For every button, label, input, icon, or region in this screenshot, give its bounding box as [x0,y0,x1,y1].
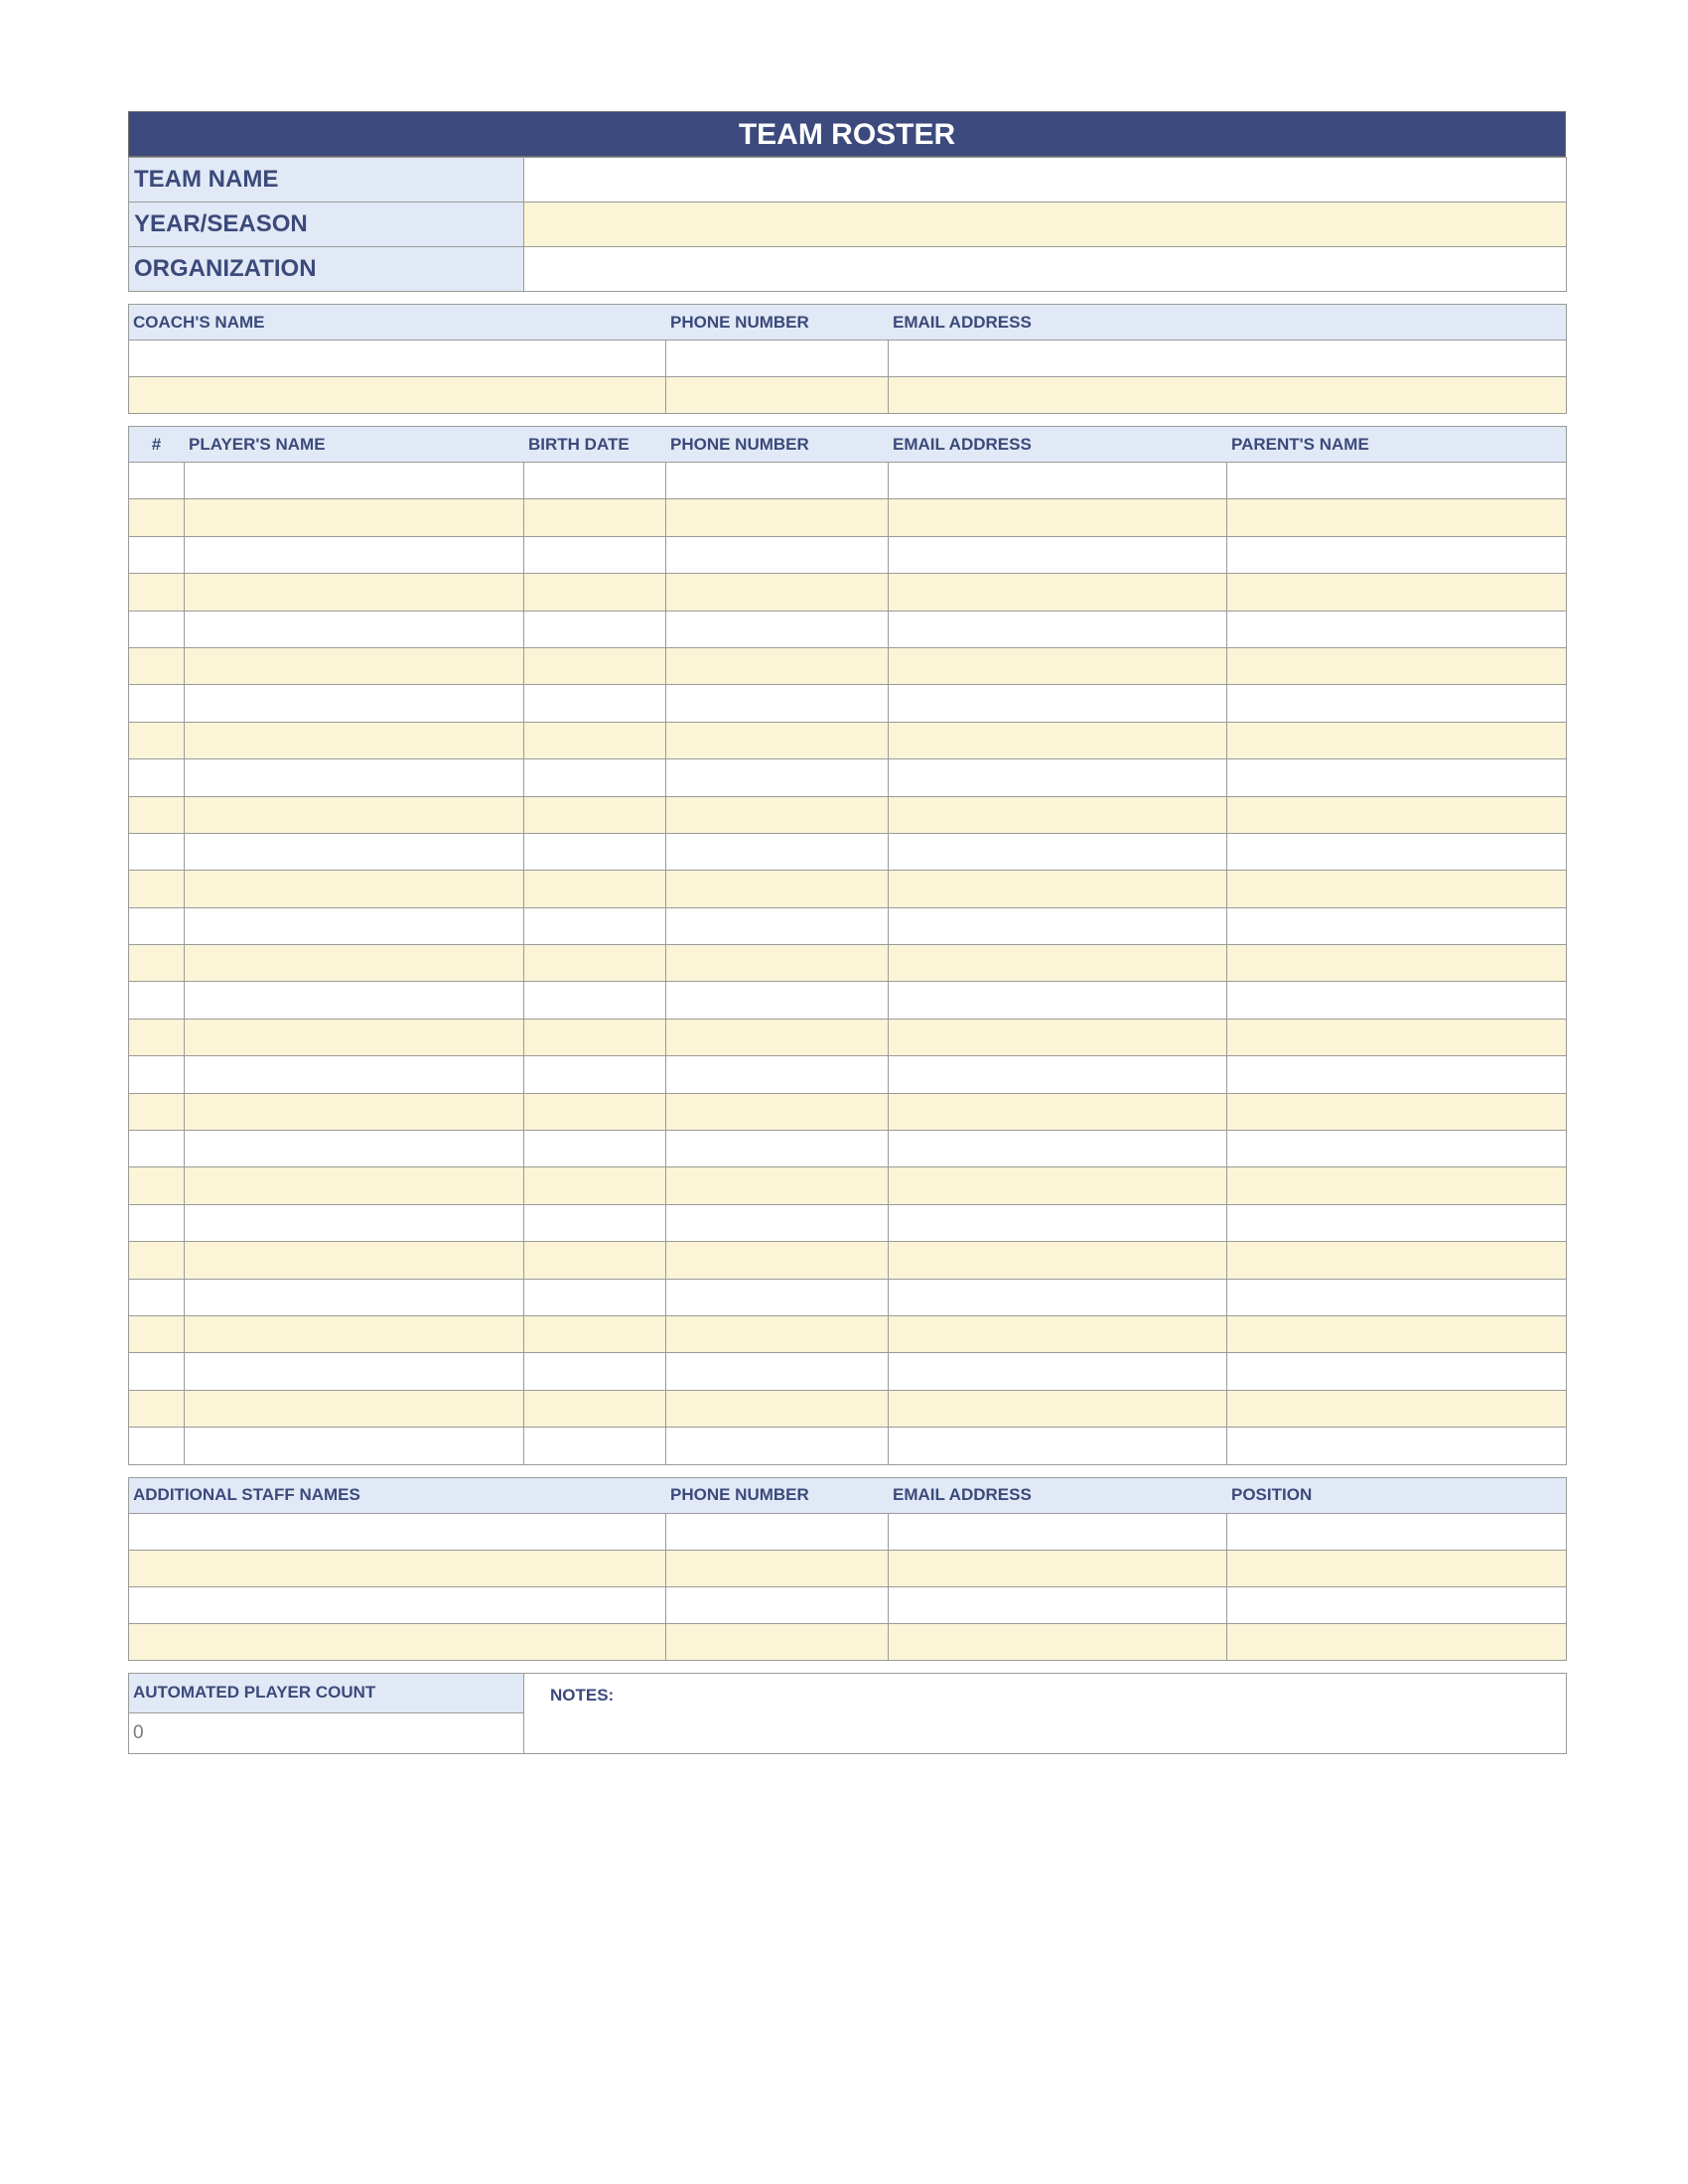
player-row [129,871,1567,907]
player-row-cell[interactable] [129,907,185,944]
player-row-cell[interactable] [524,611,666,647]
player-row [129,833,1567,870]
parent-name-header: PARENT'S NAME [1227,427,1567,463]
player-row-cell[interactable] [1227,1204,1567,1241]
player-row-cell[interactable] [889,907,1227,944]
player-row-cell[interactable] [185,1204,524,1241]
player-row-cell[interactable] [666,759,889,796]
player-row-cell[interactable] [666,1279,889,1315]
player-row-cell[interactable] [524,647,666,684]
player-row-cell[interactable] [666,499,889,536]
player-row-cell[interactable] [666,1204,889,1241]
year-season-field[interactable] [524,203,1567,247]
notes-label: NOTES: [550,1685,615,1705]
staff-name-header: ADDITIONAL STAFF NAMES [129,1477,666,1513]
player-row-cell[interactable] [185,907,524,944]
player-row-cell[interactable] [185,574,524,611]
player-row-cell[interactable] [889,796,1227,833]
player-row-cell[interactable] [129,463,185,499]
player-row-cell[interactable] [524,722,666,758]
player-row-cell[interactable] [889,499,1227,536]
organization-field[interactable] [524,247,1567,292]
player-row-cell[interactable] [524,759,666,796]
player-row-cell[interactable] [889,685,1227,722]
player-row-cell[interactable] [1227,1056,1567,1093]
player-row-cell[interactable] [129,945,185,982]
player-row [129,1131,1567,1167]
player-row-cell[interactable] [185,982,524,1019]
player-row-cell[interactable] [889,945,1227,982]
player-row-cell[interactable] [666,1167,889,1204]
player-row-cell[interactable] [524,1019,666,1055]
player-row-cell[interactable] [666,574,889,611]
player-row-cell[interactable] [129,1093,185,1130]
player-row-cell[interactable] [185,945,524,982]
player-row-cell[interactable] [129,1390,185,1427]
player-row-cell[interactable] [666,833,889,870]
staff-row-cell[interactable] [129,1623,666,1660]
player-row-cell[interactable] [666,982,889,1019]
coach-name-header: COACH'S NAME [129,305,666,341]
player-row-cell[interactable] [185,1019,524,1055]
player-row-cell[interactable] [185,722,524,758]
player-row-cell[interactable] [666,685,889,722]
coach-row [129,377,1567,414]
player-row-cell[interactable] [1227,1428,1567,1464]
player-row-cell[interactable] [1227,982,1567,1019]
player-row-cell[interactable] [129,833,185,870]
player-row-cell[interactable] [129,536,185,573]
player-row-cell[interactable] [185,796,524,833]
coach-row-cell[interactable] [129,341,666,377]
player-row-cell[interactable] [666,796,889,833]
player-phone-header: PHONE NUMBER [666,427,889,463]
player-row-cell[interactable] [666,611,889,647]
player-row-cell[interactable] [524,1353,666,1390]
player-row-cell[interactable] [1227,1131,1567,1167]
staff-row-cell[interactable] [1227,1513,1567,1550]
player-row-cell[interactable] [889,1167,1227,1204]
player-row [129,574,1567,611]
player-row [129,1279,1567,1315]
player-row [129,796,1567,833]
player-row-cell[interactable] [889,871,1227,907]
player-row-cell[interactable] [666,1390,889,1427]
page-title: TEAM ROSTER [128,111,1566,157]
staff-phone-header: PHONE NUMBER [666,1477,889,1513]
player-row-cell[interactable] [524,1242,666,1279]
player-row-cell[interactable] [129,1279,185,1315]
player-row-cell[interactable] [1227,833,1567,870]
player-row-cell[interactable] [666,871,889,907]
player-row-cell[interactable] [1227,1315,1567,1352]
staff-row-cell[interactable] [889,1623,1227,1660]
player-row-cell[interactable] [889,1353,1227,1390]
player-row [129,1353,1567,1390]
player-row-cell[interactable] [129,1056,185,1093]
player-row-cell[interactable] [889,1131,1227,1167]
player-row-cell[interactable] [524,833,666,870]
player-row-cell[interactable] [185,1315,524,1352]
player-row-cell[interactable] [524,871,666,907]
player-row [129,759,1567,796]
player-row-cell[interactable] [889,1093,1227,1130]
player-row-cell[interactable] [1227,1353,1567,1390]
player-row-cell[interactable] [129,871,185,907]
player-row-cell[interactable] [524,1167,666,1204]
player-row [129,463,1567,499]
team-info-table [128,157,1567,292]
staff-row [129,1586,1567,1623]
player-row [129,1056,1567,1093]
player-row [129,1167,1567,1204]
player-row-cell[interactable] [129,1353,185,1390]
player-row-cell[interactable] [666,1242,889,1279]
roster-sheet [128,111,1566,1754]
player-row-cell[interactable] [524,1131,666,1167]
player-row-cell[interactable] [524,1315,666,1352]
coach-header-row [129,305,1567,341]
player-row-cell[interactable] [666,536,889,573]
player-row [129,499,1567,536]
staff-row-cell[interactable] [889,1586,1227,1623]
player-row-cell[interactable] [129,1131,185,1167]
player-row-cell[interactable] [889,1204,1227,1241]
player-row-cell[interactable] [1227,1019,1567,1055]
staff-row-cell[interactable] [1227,1586,1567,1623]
player-row-cell[interactable] [524,982,666,1019]
player-row-cell[interactable] [666,1056,889,1093]
player-row-cell[interactable] [1227,536,1567,573]
player-row-cell[interactable] [524,1279,666,1315]
staff-row-cell[interactable] [889,1513,1227,1550]
player-row [129,1428,1567,1464]
player-row-cell[interactable] [1227,871,1567,907]
player-row [129,1019,1567,1055]
player-row-cell[interactable] [524,945,666,982]
player-row-cell[interactable] [1227,1242,1567,1279]
player-header-row [129,427,1567,463]
player-row-cell[interactable] [1227,1390,1567,1427]
player-row-cell[interactable] [889,1279,1227,1315]
player-row-cell[interactable] [1227,1093,1567,1130]
staff-row-cell[interactable] [129,1550,666,1586]
player-row [129,611,1567,647]
player-row-cell[interactable] [666,647,889,684]
staff-row-cell[interactable] [889,1550,1227,1586]
player-row-cell[interactable] [666,1131,889,1167]
coach-row [129,341,1567,377]
player-row-cell[interactable] [185,759,524,796]
player-row-cell[interactable] [889,536,1227,573]
player-row-cell[interactable] [129,499,185,536]
player-row-cell[interactable] [889,759,1227,796]
player-row-cell[interactable] [524,1093,666,1130]
staff-row-cell[interactable] [1227,1550,1567,1586]
player-row-cell[interactable] [666,463,889,499]
player-count-value: 0 [129,1712,524,1753]
player-row-cell[interactable] [129,1242,185,1279]
coach-email-header: EMAIL ADDRESS [889,305,1567,341]
player-row-cell[interactable] [1227,759,1567,796]
player-row-cell[interactable] [185,1093,524,1130]
player-row [129,1242,1567,1279]
player-row [129,1093,1567,1130]
year-season-label: YEAR/SEASON [129,203,524,247]
info-row-team-name [129,158,1567,203]
player-row-cell[interactable] [1227,907,1567,944]
player-row-cell[interactable] [185,1390,524,1427]
staff-table [128,1477,1567,1661]
player-row-cell[interactable] [1227,499,1567,536]
player-row-cell[interactable] [185,463,524,499]
staff-row-cell[interactable] [129,1586,666,1623]
player-row-cell[interactable] [129,982,185,1019]
player-table [128,426,1567,1465]
player-row-cell[interactable] [889,1056,1227,1093]
player-row-cell[interactable] [1227,647,1567,684]
player-row-cell[interactable] [185,647,524,684]
player-row-cell[interactable] [524,907,666,944]
player-row-cell[interactable] [1227,1167,1567,1204]
player-row-cell[interactable] [1227,685,1567,722]
player-row-cell[interactable] [889,1390,1227,1427]
player-row-cell[interactable] [889,647,1227,684]
player-row-cell[interactable] [185,499,524,536]
player-row-cell[interactable] [889,1315,1227,1352]
player-row-cell[interactable] [889,611,1227,647]
player-row-cell[interactable] [185,871,524,907]
player-row-cell[interactable] [889,574,1227,611]
player-row-cell[interactable] [129,1167,185,1204]
team-name-label: TEAM NAME [129,158,524,203]
player-row [129,536,1567,573]
player-row-cell[interactable] [185,1056,524,1093]
player-row [129,907,1567,944]
player-row-cell[interactable] [185,1131,524,1167]
player-row-cell[interactable] [524,1056,666,1093]
player-name-header: PLAYER'S NAME [185,427,524,463]
player-row [129,1204,1567,1241]
player-row-cell[interactable] [524,499,666,536]
player-row-cell[interactable] [889,982,1227,1019]
player-row-cell[interactable] [524,1390,666,1427]
organization-label: ORGANIZATION [129,247,524,292]
info-row-year-season [129,203,1567,247]
coach-table [128,304,1567,414]
player-row-cell[interactable] [666,945,889,982]
staff-row-cell[interactable] [666,1586,889,1623]
player-row-cell[interactable] [666,722,889,758]
coach-row-cell[interactable] [889,341,1567,377]
player-row-cell[interactable] [185,611,524,647]
player-row-cell[interactable] [129,574,185,611]
player-row-cell[interactable] [524,536,666,573]
info-row-organization [129,247,1567,292]
player-row-cell[interactable] [185,536,524,573]
player-row-cell[interactable] [185,1242,524,1279]
staff-row-cell[interactable] [1227,1623,1567,1660]
player-row-cell[interactable] [129,796,185,833]
team-name-field[interactable] [524,158,1567,203]
player-row-cell[interactable] [524,1204,666,1241]
player-row-cell[interactable] [1227,722,1567,758]
player-row-cell[interactable] [185,1279,524,1315]
birth-date-header: BIRTH DATE [524,427,666,463]
player-row-cell[interactable] [524,1428,666,1464]
player-row-cell[interactable] [666,1428,889,1464]
player-row-cell[interactable] [1227,574,1567,611]
player-row-cell[interactable] [1227,1279,1567,1315]
player-row-cell[interactable] [524,796,666,833]
coach-phone-header: PHONE NUMBER [666,305,889,341]
player-row-cell[interactable] [666,1353,889,1390]
player-row-cell[interactable] [185,1353,524,1390]
player-row [129,1315,1567,1352]
player-row-cell[interactable] [889,463,1227,499]
staff-row-cell[interactable] [666,1513,889,1550]
player-row-cell[interactable] [185,685,524,722]
player-row [129,685,1567,722]
player-row [129,945,1567,982]
player-row [129,647,1567,684]
player-row-cell[interactable] [1227,611,1567,647]
player-row-cell[interactable] [129,1315,185,1352]
player-row-cell[interactable] [185,1167,524,1204]
number-header: # [129,427,185,463]
staff-row-cell[interactable] [666,1623,889,1660]
player-row-cell[interactable] [524,685,666,722]
notes-field[interactable] [524,1673,1567,1753]
player-row-cell[interactable] [889,722,1227,758]
coach-row-cell[interactable] [129,377,666,414]
player-row-cell[interactable] [129,647,185,684]
staff-row-cell[interactable] [666,1550,889,1586]
staff-header-row [129,1477,1567,1513]
player-row-cell[interactable] [1227,463,1567,499]
player-row-cell[interactable] [524,574,666,611]
staff-row-cell[interactable] [129,1513,666,1550]
player-row [129,1390,1567,1427]
coach-row-cell[interactable] [666,377,889,414]
player-row-cell[interactable] [666,1093,889,1130]
player-row-cell[interactable] [666,907,889,944]
player-row-cell[interactable] [524,463,666,499]
player-count-label: AUTOMATED PLAYER COUNT [129,1673,524,1712]
player-row-cell[interactable] [666,1315,889,1352]
player-row-cell[interactable] [185,833,524,870]
coach-row-cell[interactable] [889,377,1567,414]
staff-row [129,1513,1567,1550]
staff-email-header: EMAIL ADDRESS [889,1477,1227,1513]
player-row-cell[interactable] [889,833,1227,870]
player-row [129,982,1567,1019]
player-row-cell[interactable] [1227,796,1567,833]
staff-row [129,1550,1567,1586]
player-row [129,722,1567,758]
player-row-cell[interactable] [889,1019,1227,1055]
player-row-cell[interactable] [129,1204,185,1241]
player-row-cell[interactable] [129,759,185,796]
player-row-cell[interactable] [129,1428,185,1464]
coach-row-cell[interactable] [666,341,889,377]
player-row-cell[interactable] [889,1428,1227,1464]
player-row-cell[interactable] [129,1019,185,1055]
player-row-cell[interactable] [666,1019,889,1055]
player-row-cell[interactable] [129,685,185,722]
staff-row [129,1623,1567,1660]
player-row-cell[interactable] [889,1242,1227,1279]
player-email-header: EMAIL ADDRESS [889,427,1227,463]
player-row-cell[interactable] [129,611,185,647]
player-row-cell[interactable] [1227,945,1567,982]
player-row-cell[interactable] [129,722,185,758]
footer-table [128,1673,1567,1754]
player-row-cell[interactable] [185,1428,524,1464]
staff-position-header: POSITION [1227,1477,1567,1513]
